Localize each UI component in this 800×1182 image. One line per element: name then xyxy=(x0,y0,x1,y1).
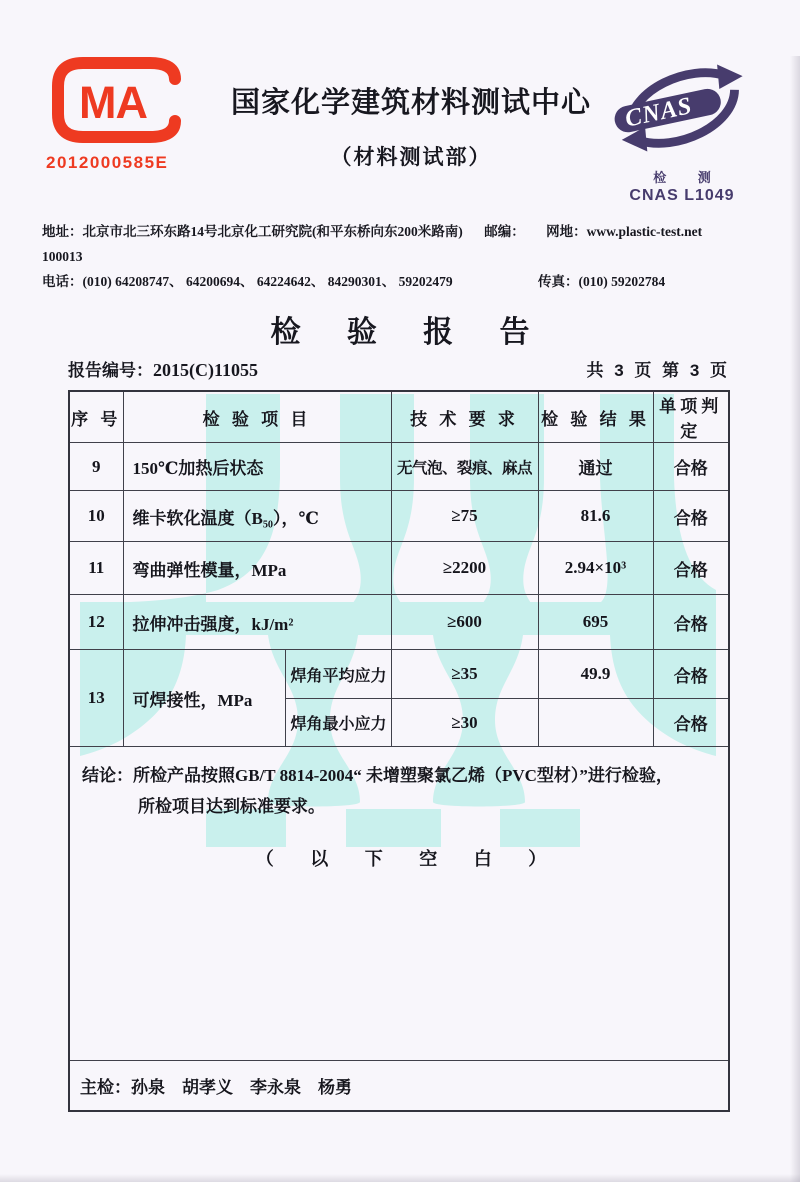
col-header-judgement: 单项判定 xyxy=(653,391,729,443)
test-results-table xyxy=(68,390,730,1112)
org-titles xyxy=(224,56,598,171)
row-result: 通过 xyxy=(538,443,653,491)
row-no: 11 xyxy=(69,542,123,595)
row-requirement: ≥600 xyxy=(391,595,538,650)
address-value: 北京市北三环东路14号北京化工研究院(和平东桥向东200米路南) xyxy=(82,224,463,239)
chief-inspector-names: 孙泉 胡孝义 李永泉 杨勇 xyxy=(131,1078,352,1097)
row-item: 可焊接性，MPa xyxy=(123,650,285,747)
scan-edge-right xyxy=(790,56,800,1182)
address-label: 地址： xyxy=(42,224,83,239)
contact-block xyxy=(42,219,762,294)
row-no: 13 xyxy=(69,650,123,747)
cma-cert-number: 2012000585E xyxy=(46,153,169,172)
row-no: 9 xyxy=(69,443,123,491)
row-result: 695 xyxy=(538,595,653,650)
zip-label: 邮编： xyxy=(484,224,525,239)
row-item: 维卡软化温度（B₅₀），℃ xyxy=(123,491,391,542)
row-result: 81.6 xyxy=(538,491,653,542)
col-header-no: 序 号 xyxy=(69,391,123,443)
row-requirement: ≥30 xyxy=(391,699,538,747)
table-row xyxy=(69,650,729,699)
org-name: 国家化学建筑材料测试中心 xyxy=(230,87,591,119)
report-number-value: 2015(C)11055 xyxy=(153,360,258,380)
phone-label: 电话： xyxy=(42,274,83,289)
address-line xyxy=(42,219,546,269)
blank-below-note: （ 以 下 空 白 ） xyxy=(255,849,563,869)
table-row xyxy=(69,542,729,595)
report-number xyxy=(68,356,258,381)
svg-text:MA: MA xyxy=(79,77,147,128)
chief-inspector-label: 主检： xyxy=(80,1078,131,1097)
cnas-sub-label: 检 测 xyxy=(653,170,725,185)
conclusion-line-1 xyxy=(82,760,720,791)
row-result: 49.9 xyxy=(538,650,653,699)
web-line xyxy=(546,219,762,269)
cma-logo-block xyxy=(46,56,224,173)
report-title: 检 验 报 告 xyxy=(270,316,542,349)
row-judgement: 合格 xyxy=(653,650,729,699)
report-number-label: 报告编号： xyxy=(68,361,153,380)
col-header-item: 检 验 项 目 xyxy=(123,391,391,443)
conclusion-line-2: 所检项目达到标准要求。 xyxy=(138,797,325,816)
inspector-row xyxy=(69,1061,729,1112)
row-requirement: ≥2200 xyxy=(391,542,538,595)
row-subitem: 焊角最小应力 xyxy=(285,699,391,747)
letterhead xyxy=(46,56,766,205)
table-row xyxy=(69,491,729,542)
web-label: 网地： xyxy=(546,224,587,239)
row-subitem: 焊角平均应力 xyxy=(285,650,391,699)
fax-line xyxy=(538,269,762,294)
phone-value: (010) 64208747、 64200694、 64224642、 84290301、 59202479 xyxy=(82,274,453,289)
row-item: 150℃加热后状态 xyxy=(123,443,391,491)
conclusion-text: 所检产品按照GB/T 8814-2004“ 未增塑聚氯乙烯（PVC型材）”进行检验， xyxy=(133,766,673,785)
row-no: 12 xyxy=(69,595,123,650)
web-value: www.plastic-test.net xyxy=(586,224,703,239)
row-item: 拉伸冲击强度，kJ/m² xyxy=(123,595,391,650)
phone-line xyxy=(42,269,453,294)
inspector-cell xyxy=(69,1061,729,1112)
org-department: （材料测试部） xyxy=(330,146,492,169)
row-requirement: ≥35 xyxy=(391,650,538,699)
svg-text:CNAS: CNAS xyxy=(622,92,695,133)
contact-line-1 xyxy=(42,219,762,269)
conclusion-cell xyxy=(69,747,729,1061)
row-requirement: 无气泡、裂痕、麻点 xyxy=(391,443,538,491)
col-header-requirement: 技 术 要 求 xyxy=(391,391,538,443)
table-header-row xyxy=(69,391,729,443)
cma-logo-icon xyxy=(46,56,196,144)
row-item: 弯曲弹性模量，MPa xyxy=(123,542,391,595)
report-meta-row xyxy=(68,356,730,381)
row-judgement: 合格 xyxy=(653,542,729,595)
scan-edge-bottom xyxy=(0,1174,800,1182)
conclusion-label: 结论： xyxy=(82,766,133,785)
fax-label: 传真： xyxy=(538,274,579,289)
row-result: 2.94×10³ xyxy=(538,542,653,595)
table-row xyxy=(69,443,729,491)
contact-line-2 xyxy=(42,269,762,294)
zip-value: 100013 xyxy=(42,249,83,264)
row-judgement: 合格 xyxy=(653,443,729,491)
cnas-accreditation-code: CNAS L1049 xyxy=(629,187,735,204)
row-no: 10 xyxy=(69,491,123,542)
results-table-area xyxy=(68,390,728,1112)
row-judgement: 合格 xyxy=(653,699,729,747)
row-judgement: 合格 xyxy=(653,491,729,542)
cnas-logo-icon xyxy=(603,56,761,160)
row-judgement: 合格 xyxy=(653,595,729,650)
col-header-result: 检 验 结 果 xyxy=(538,391,653,443)
pagination: 共 3 页 第 3 页 xyxy=(586,361,730,380)
row-requirement: ≥75 xyxy=(391,491,538,542)
cnas-logo-block xyxy=(598,56,766,205)
row-result xyxy=(538,699,653,747)
fax-value: (010) 59202784 xyxy=(578,274,666,289)
conclusion-row xyxy=(69,747,729,1061)
table-row xyxy=(69,595,729,650)
